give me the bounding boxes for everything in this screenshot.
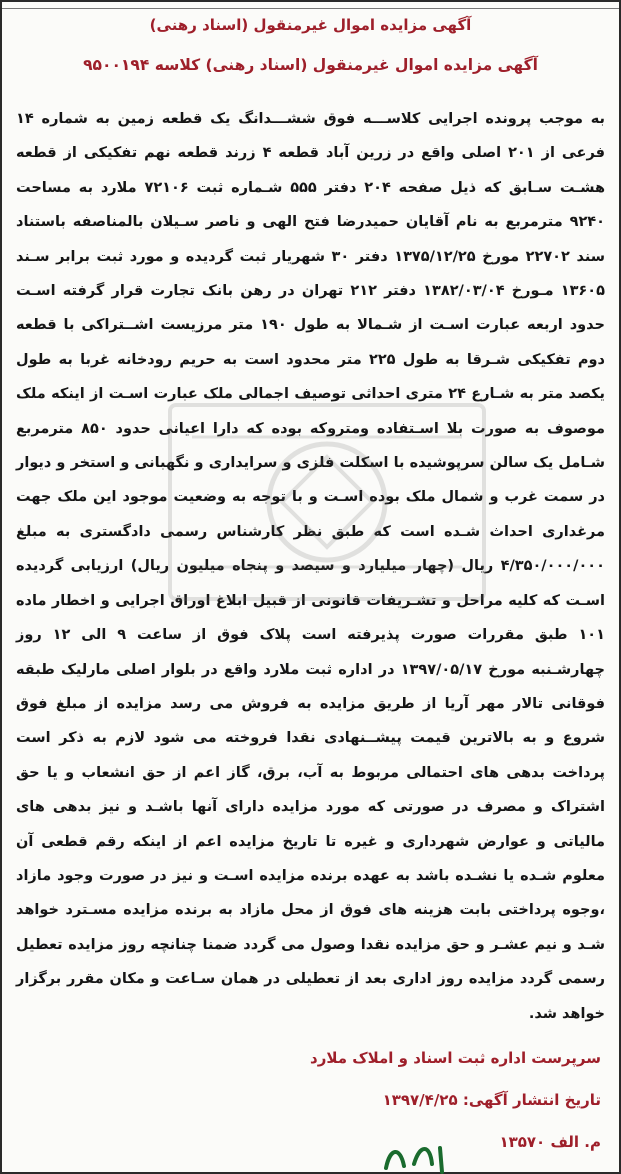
document-id: م. الف ۱۳۵۷۰ <box>499 1133 601 1151</box>
publication-date: تاریخ انتشار آگهی: ۱۳۹۷/۴/۲۵ <box>382 1091 601 1109</box>
signature-line: سرپرست اداره ثبت اسناد و املاک ملارد <box>310 1049 601 1067</box>
notice-title-main: آگهی مزایده اموال غیرمنقول (اسناد رهنی) کلاسه ۹۵۰۰۱۹۴ <box>83 56 538 74</box>
handwritten-mark-icon <box>380 1138 460 1174</box>
top-divider <box>2 2 619 9</box>
notice-title-top: آگهی مزایده اموال غیرمنقول (اسناد رهنی) <box>149 16 472 34</box>
notice-body: به موجب پرونده اجرایی کلاســـه فوق ششـــدانگ یک قطعه زمین به شماره ۱۴ فرعی از ۲۰۱ اصلی واقع در زرین آباد قطعه ۴ زرند قطعه نهم تفکیکی از قطعه هشـت سـابق که ذیل صفحه ۲۰۴ دفتر ۵۵۵ شـماره ثبت ۷۲۱۰۶ ملارد به مساحت ۹۲۴۰ مترمربع به نام آقایان حمیدرضا فتح الهی و ناصر سـیلان بالمناصفه باستناد سند ۲۲۷۰۲ مورخ ۱۳۷۵/۱۲/۲۵ دفتر ۳۰ شهریار ثبت گردیده و مورد ثبت برابر سـند ۱۳۶۰۵ مـورخ ۱۳۸۲/۰۳/۰۴ دفتر ۲۱۲ تهران در رهن بانک تجارت قرار گرفته اسـت حدود اربعه عبارت اسـت از شـمالا به طول ۱۹۰ متر مرزیست اشــتراکی با قطعه دوم تفکیکی شـرقا به طول ۲۲۵ متر محدود است به حریم رودخانه غربا به طول یکصد متر به شـارع ۲۴ متری احداثی توصیف اجمالی ملک عبارت اسـت از اینکه ملک موصوف به صورت بلا اسـتفاده ومتروکه بوده که دارا اعیانی حدود ۸۵۰ مترمربع شـامل یک سالن سرپوشیده با اسکلت فلزی و سرایداری و نگهبانی و استخر و دیوار در سمت غرب و شمال ملک بوده اسـت و با توجه به وضعیت موجود این ملک جهت مرغداری احداث شـده است که طبق نظر کارشناس رسمی دادگستری به مبلغ ۴/۳۵۰/۰۰۰/۰۰۰ ریال (چهار میلیارد و سیصد و پنجاه میلیون ریال) ارزیابی گردیده اسـت که کلیه مراحل و تشـریفات قانونی از قبیل ابلاغ اوراق اجرایی و اخطار ماده ۱۰۱ طبق مقررات صورت پذیرفته است پلاک فوق از ساعت ۹ الی ۱۲ روز چهارشـنبه مورخ ۱۳۹۷/۰۵/۱۷ در اداره ثبت ملارد واقع در بلوار اصلی مارلیک طبقه فوقانی تالار مهر آریا از طریق مزایده به فروش می رسد مزایده از مبلغ فوق شروع و به بالاترین قیمت پیشــنهادی نقدا فروخته می شود لازم به ذکر است پرداخت بدهی های احتمالی مربوط به آب، برق، گاز اعم از حق انشعاب و یا حق اشتراک و مصرف در صورتی که مورد مزایده دارای آنها باشـد و نیز بدهی های مالیاتی و عوارض شهرداری و غیره تا تاریخ مزایده اعم از اینکه رقم قطعی آن معلوم شـده یا نشـده باشد به عهده برنده مزایده اسـت و نیز در صورت وجود مازاد ،وجوه پرداختی بابت هزینه های فوق از محل مازاد به برنده مزایده مسـترد خواهد شـد و نیم عشـر و حق مزایده نقدا وصول می گردد ضمنا چنانچه روز مزایده تعطیل رسمی گردد مزایده روز اداری بعد از تعطیلی در همان سـاعت و مکان مقرر برگزار خواهد شد. <box>16 111 606 1022</box>
